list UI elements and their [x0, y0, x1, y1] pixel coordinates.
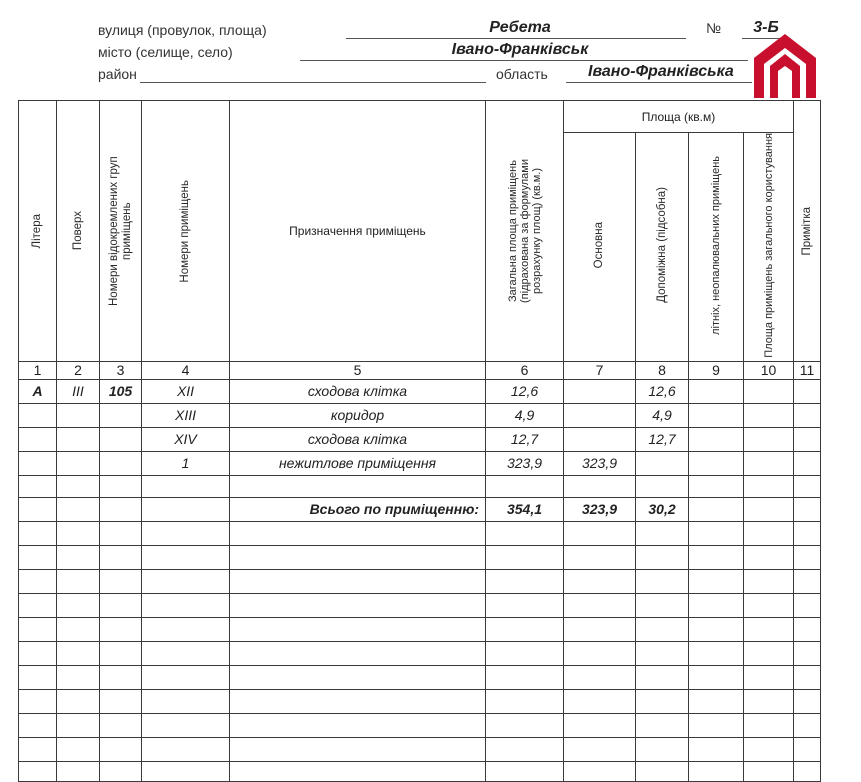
- table-row: А III 105 XII сходова клітка 12,6 12,6: [19, 379, 821, 403]
- total-row: [19, 497, 821, 521]
- table-row: 1 нежитлове приміщення 323,9 323,9: [19, 451, 821, 475]
- region-underline: [566, 82, 752, 83]
- city-value: Івано-Франківськ: [451, 41, 589, 58]
- col-header-total-area: Загальна площа приміщень (підрахована за формулами розрахунку площ) (кв.м.): [486, 101, 564, 362]
- col-header-summer: літніх, неопалювальних приміщень: [689, 133, 744, 362]
- number-value: 3-Б: [753, 19, 779, 36]
- city-underline: [300, 60, 748, 61]
- street-label: вулиця (провулок, площа): [98, 22, 267, 38]
- empty-row: [19, 761, 821, 781]
- street-underline: [346, 38, 686, 39]
- empty-row: [19, 665, 821, 689]
- col-header-group: Номери відокремлених груп приміщень: [100, 101, 142, 362]
- empty-row: [19, 569, 821, 593]
- column-numbers-row: 1 2 3 4 5 6 7 8 9 10 11: [19, 361, 821, 379]
- district-underline: [140, 82, 486, 83]
- col-header-note: Примітка: [794, 101, 821, 362]
- col-header-main: Основна: [564, 133, 636, 362]
- total-label: Всього по приміщенню:: [230, 497, 486, 521]
- empty-row: [19, 521, 821, 545]
- table-row: XIV сходова клітка 12,7 12,7: [19, 427, 821, 451]
- empty-row: [19, 737, 821, 761]
- empty-row: [19, 641, 821, 665]
- col-header-common: Площа приміщень загального користування: [744, 133, 794, 362]
- total-aux-value: 30,2: [636, 497, 689, 521]
- table-row: XIII коридор 4,9 4,9: [19, 403, 821, 427]
- brand-logo-icon: [752, 30, 818, 100]
- empty-row: [19, 593, 821, 617]
- district-label: район: [98, 66, 137, 82]
- col-header-area-group: Площа (кв.м): [564, 101, 794, 133]
- street-value: Ребета: [489, 19, 551, 36]
- total-main-value: 323,9: [564, 497, 636, 521]
- col-header-room: Номери приміщень: [142, 101, 230, 362]
- empty-row: [19, 689, 821, 713]
- col-header-litera: Літера: [19, 101, 57, 362]
- region-label: область: [496, 66, 548, 82]
- table-row: [19, 475, 821, 497]
- rooms-table: [18, 100, 821, 782]
- col-header-floor: Поверх: [57, 101, 100, 362]
- col-header-purpose: Призначення приміщень: [230, 101, 486, 362]
- number-label: №: [706, 20, 722, 36]
- city-label: місто (селище, село): [98, 44, 233, 60]
- empty-row: [19, 545, 821, 569]
- region-value: Івано-Франківська: [588, 63, 734, 80]
- total-area-value: 354,1: [486, 497, 564, 521]
- empty-row: [19, 713, 821, 737]
- empty-row: [19, 617, 821, 641]
- col-header-aux: Допоміжна (підсобна): [636, 133, 689, 362]
